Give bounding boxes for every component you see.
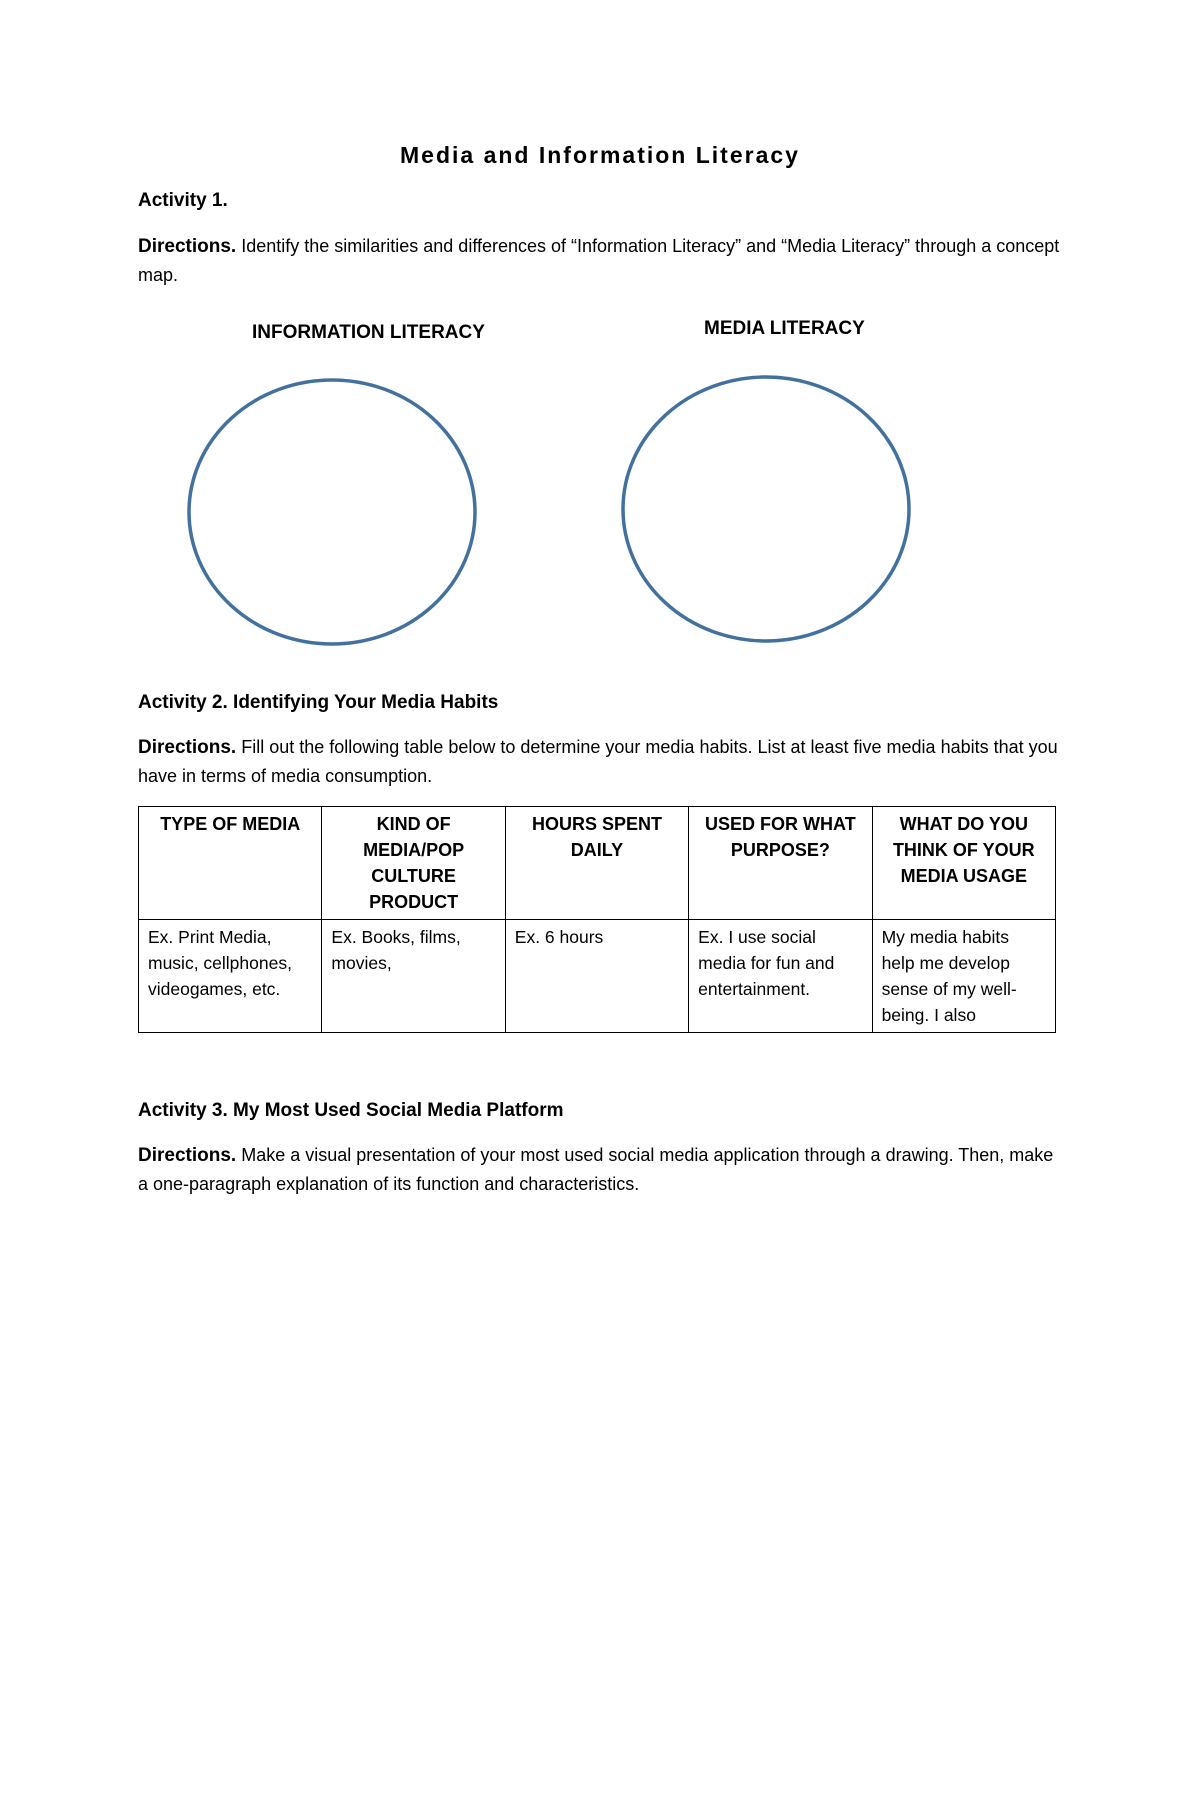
header-hours-spent: HOURS SPENT DAILY <box>505 807 688 920</box>
information-literacy-circle <box>189 380 475 644</box>
activity2-directions-text: Fill out the following table below to determine your media habits. List at least five media habits that you have in terms of media consumption. <box>138 737 1058 786</box>
document-title: Media and Information Literacy <box>400 142 800 168</box>
activity1-directions <box>138 232 1068 289</box>
table-row <box>139 920 1056 1033</box>
table-cell: Ex. I use social media for fun and entertainment. <box>689 920 872 1033</box>
activity3-heading: Activity 3. My Most Used Social Media Platform <box>138 1100 564 1121</box>
concept-map-circles <box>0 0 1200 700</box>
media-habits-table <box>138 806 1056 1033</box>
information-literacy-label: INFORMATION LITERACY <box>252 322 485 343</box>
header-purpose: USED FOR WHAT PURPOSE? <box>689 807 872 920</box>
table-cell: My media habits help me develop sense of my well-being. I also <box>872 920 1055 1033</box>
table-cell: Ex. Print Media, music, cellphones, videogames, etc. <box>139 920 322 1033</box>
activity1-directions-text: Identify the similarities and differences of “Information Literacy” and “Media Literacy” through a concept map. <box>138 236 1060 285</box>
activity3-directions-lead: Directions. <box>138 1145 237 1166</box>
header-media-usage-opinion: WHAT DO YOU THINK OF YOUR MEDIA USAGE <box>872 807 1055 920</box>
activity2-directions <box>138 733 1068 790</box>
activity3-directions-text: Make a visual presentation of your most used social media application through a drawing. Then, make a one-paragraph explanation of its function and characteristics. <box>138 1145 1054 1194</box>
activity2-heading: Activity 2. Identifying Your Media Habits <box>138 692 499 713</box>
table-cell: Ex. 6 hours <box>505 920 688 1033</box>
activity1-heading: Activity 1. <box>138 190 228 211</box>
media-literacy-label: MEDIA LITERACY <box>704 318 865 339</box>
media-literacy-circle <box>623 377 909 641</box>
activity1-directions-lead: Directions. <box>138 236 237 257</box>
activity3-directions <box>138 1141 1068 1198</box>
header-kind-of-media: KIND OF MEDIA/POP CULTURE PRODUCT <box>322 807 505 920</box>
activity2-directions-lead: Directions. <box>138 737 237 758</box>
table-cell: Ex. Books, films, movies, <box>322 920 505 1033</box>
table-header-row <box>139 807 1056 920</box>
header-type-of-media: TYPE OF MEDIA <box>139 807 322 920</box>
